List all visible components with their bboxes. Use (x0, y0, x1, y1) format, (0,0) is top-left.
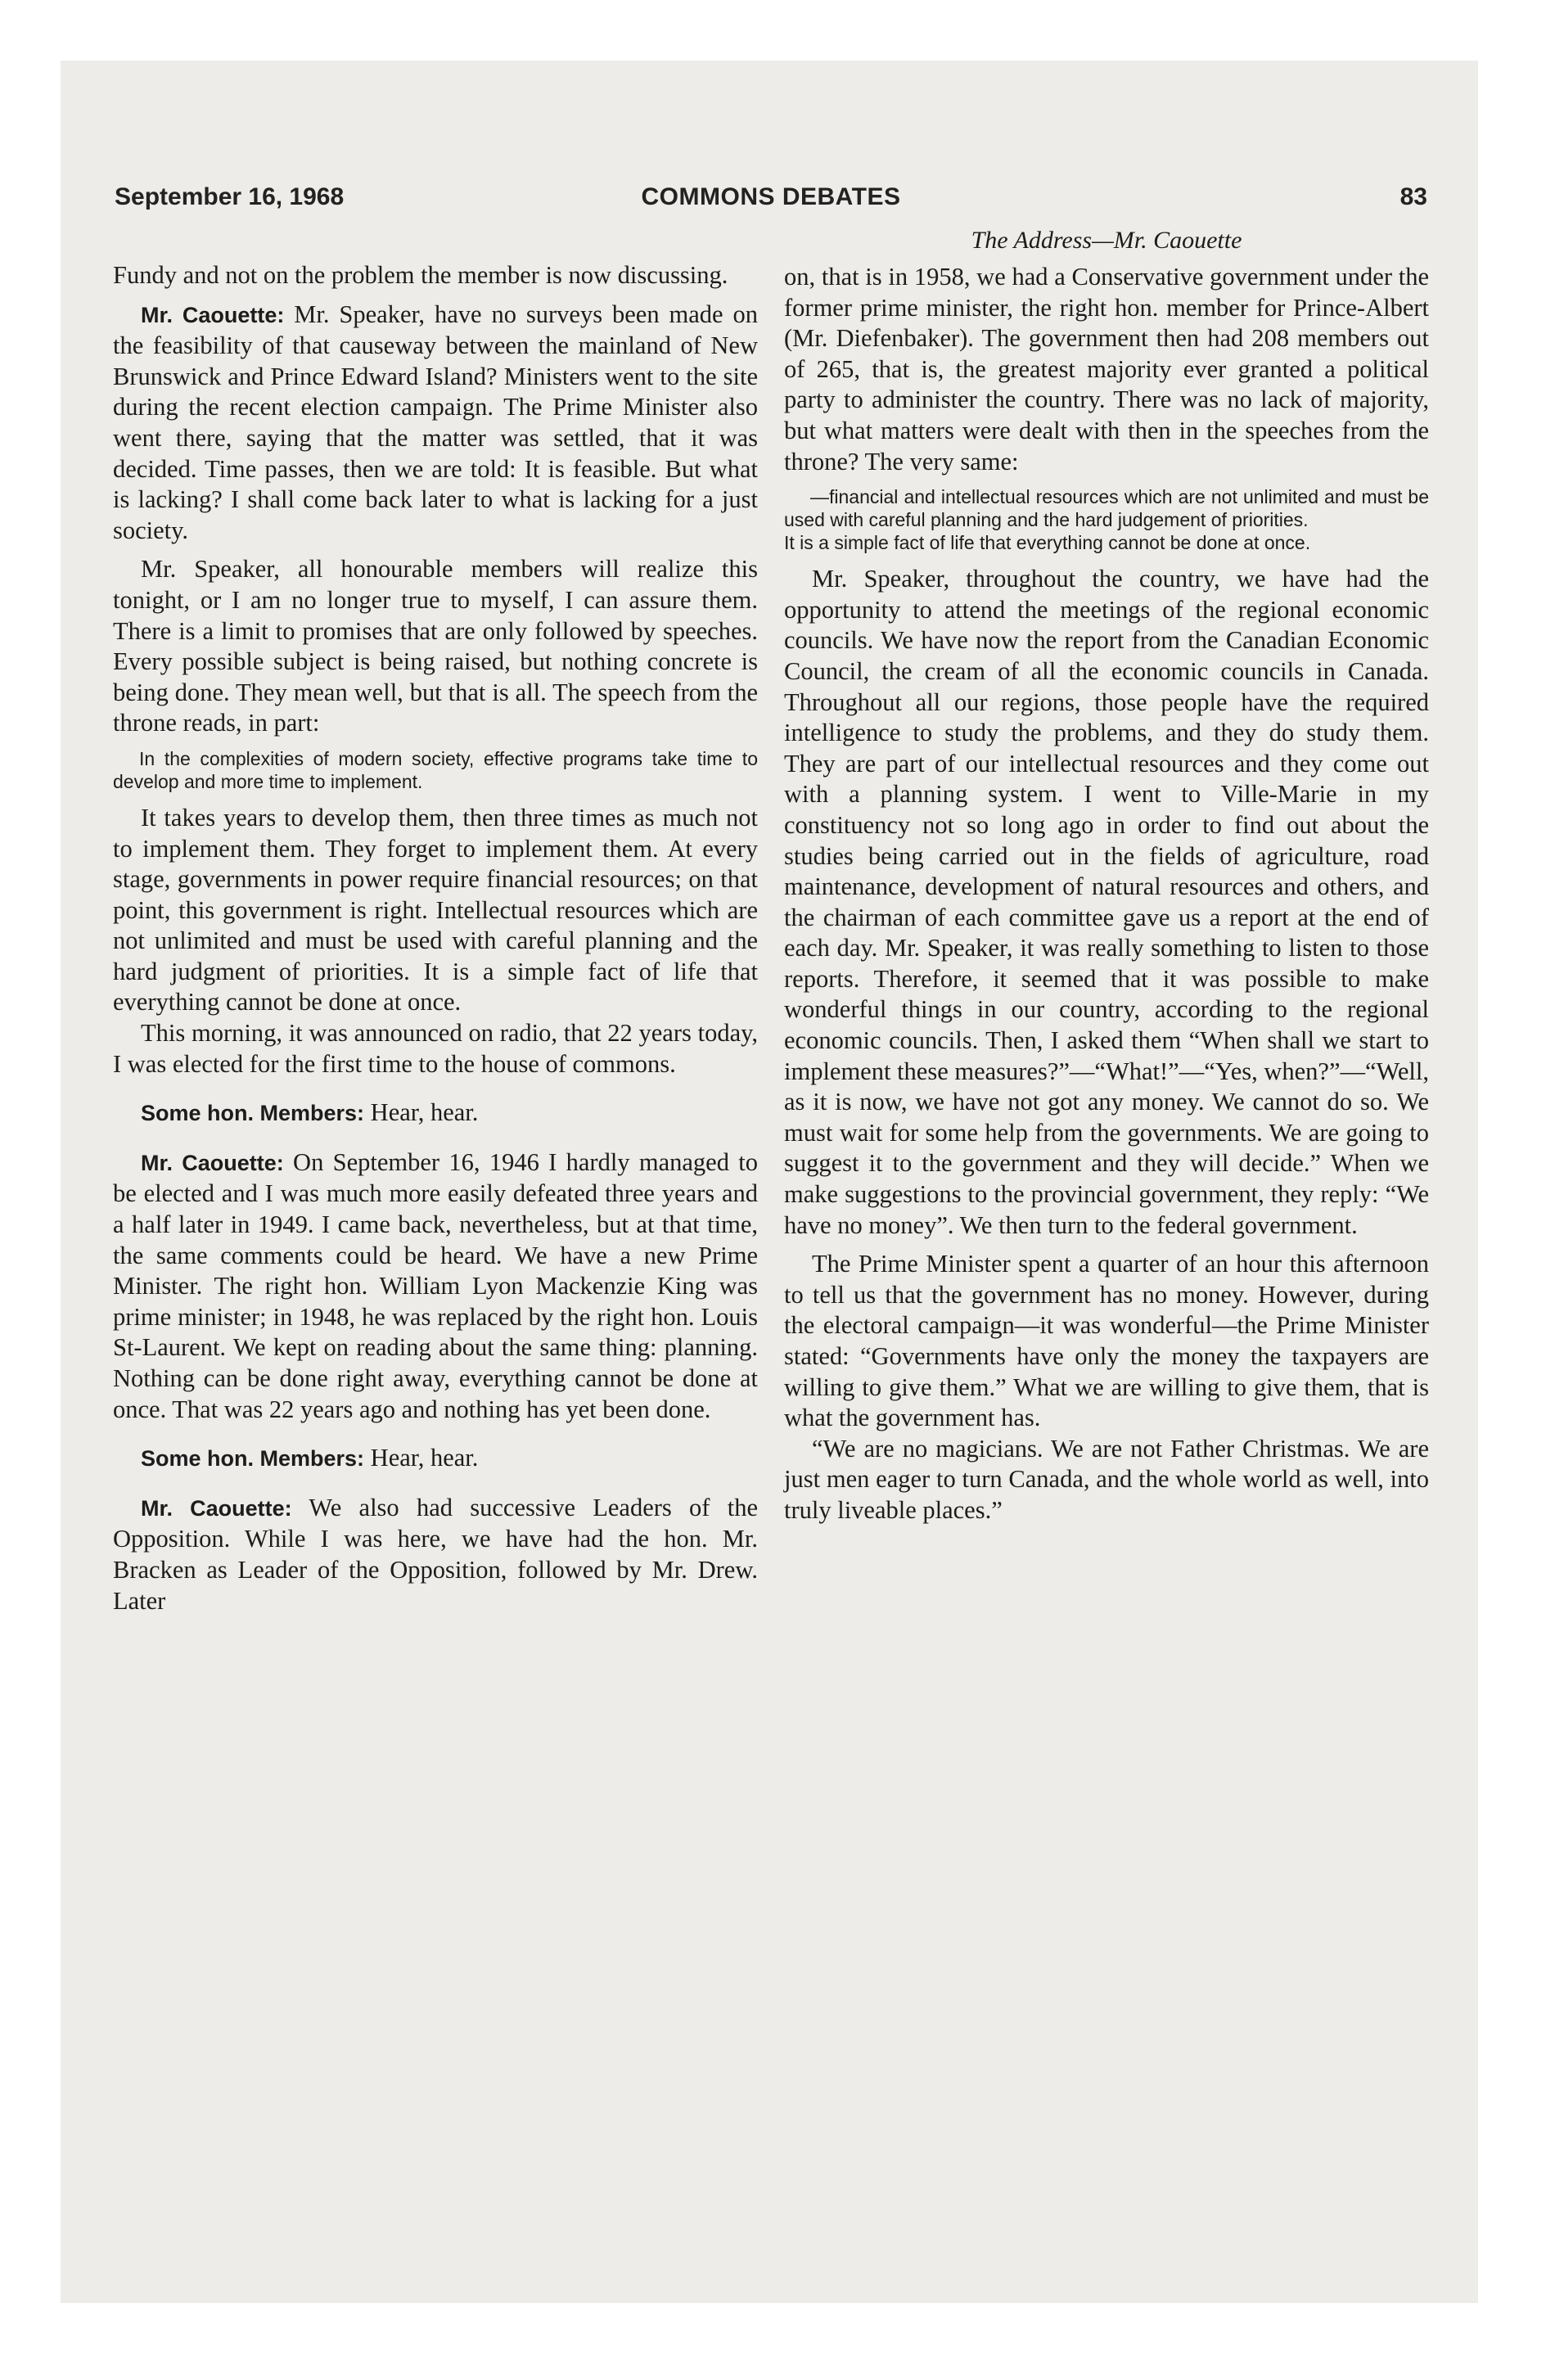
paragraph: It takes years to develop them, then three times as much not to implement them. They forget to implement them. At every stage, governments in power require financial resources; on that point, this government is right. Intellectual resources which are not unlimited and must be used with careful planning and the hard judgment of priorities. It is a simple fact of life that everything cannot be done at once. (113, 803, 758, 1016)
left-column (113, 260, 758, 1616)
running-header (115, 183, 1427, 216)
interjection (113, 1098, 758, 1129)
paragraph (113, 1147, 758, 1425)
paragraph: This morning, it was announced on radio, that 22 years today, I was elected for the first time to the house of commons. (113, 1019, 758, 1078)
speaker-name: Mr. Caouette: (141, 1495, 292, 1521)
block-quote (784, 485, 1429, 554)
paragraph (113, 1493, 758, 1616)
paragraph: The Prime Minister spent a quarter of an hour this afternoon to tell us that the government has no money. However, during the electoral campaign—it was wonderful—the Prime Minister stated: “Governments have only the money the taxpayers are willing to give them.” What we are willing to give them, that is what the government has. (784, 1250, 1429, 1432)
paragraph (113, 300, 758, 547)
paragraph: on, that is in 1958, we had a Conservative government under the former prime minister, the right hon. member for Prince-Albert (Mr. Diefenbaker). The government then had 208 members out of 265, that is, the greatest majority ever granted a political party to administer the country. There was no lack of majority, but what matters were dealt with then in the speeches from the throne? The very same: (784, 263, 1429, 476)
paragraph: Mr. Speaker, all honourable members will realize this tonight, or I am no longer true to myself, I can assure them. There is a limit to promises that are only followed by speeches. Every possible subject is being raised, but nothing concrete is being done. They mean well, but that is all. The speech from the throne reads, in part: (113, 555, 758, 737)
speaker-name: Some hon. Members: (141, 1101, 365, 1126)
speech-text: Mr. Speaker, have no surveys been made on the feasibility of that causeway between the mainland of New Brunswick and Prince Edward Island? Ministers went to the site during the recent election campaign. The Prime Minister also went there, saying that the matter was settled, that it was decided. Time passes, then we are told: It is feasible. But what is lacking? I shall come back later to what is lacking for a just society. (113, 300, 758, 544)
interjection (113, 1443, 758, 1475)
speech-text: On September 16, 1946 I hardly managed to be elected and I was much more easily defeated three years and a half later in 1949. I came back, nevertheless, but at that time, the same comments could be heard. We have a new Prime Minister. The right hon. William Lyon Mackenzie King was prime minister; in 1948, he was replaced by the right hon. Louis St-Laurent. We kept on reading about the same thing: planning. Nothing can be done right away, everything cannot be done at once. That was 22 years ago and nothing has yet been done. (113, 1147, 758, 1423)
speech-text: We also had successive Leaders of the Opposition. While I was here, we have had the hon. Mr. Bracken as Leader of the Opposition, followed by Mr. Drew. Later (113, 1493, 758, 1615)
paragraph: Fundy and not on the problem the member is now discussing. (113, 261, 728, 289)
header-page-number: 83 (1400, 183, 1427, 210)
section-subheading: The Address—Mr. Caouette (971, 227, 1242, 254)
speaker-name: Mr. Caouette: (141, 302, 285, 327)
header-publication: COMMONS DEBATES (641, 183, 901, 210)
quote-text: In the complexities of modern society, effective programs take time to develop and more time to implement. (113, 747, 758, 792)
speaker-name: Mr. Caouette: (141, 1150, 284, 1175)
quote-text: —financial and intellectual resources which are not unlimited and must be used with careful planning and the hard judgement of priorities. (784, 486, 1429, 531)
paragraph: “We are no magicians. We are not Father Christmas. We are just men eager to turn Canada, and the whole world as well, into truly liveable places.” (784, 1434, 1429, 1524)
header-date: September 16, 1968 (115, 183, 345, 210)
block-quote (113, 747, 758, 793)
speech-text: Hear, hear. (364, 1444, 479, 1472)
speech-text: Hear, hear. (364, 1098, 479, 1127)
quote-text: It is a simple fact of life that everything cannot be done at once. (784, 532, 1311, 554)
speaker-name: Some hon. Members: (141, 1446, 365, 1472)
right-column (784, 224, 1429, 1526)
paragraph: Mr. Speaker, throughout the country, we have had the opportunity to attend the meetings of the regional economic councils. We have now the report from the Canadian Economic Council, the cream of all the economic councils in Canada. Throughout all our regions, those people have the required intelligence to study the problems, and they do study them. They are part of our intellectual resources and they come out with a planning system. I went to Ville-Marie in my constituency not so long ago in order to find out about the studies being carried out in the fields of agriculture, road maintenance, development of natural resources and others, and the chairman of each committee gave us a report at the end of each day. Mr. Speaker, it was really something to listen to those reports. Therefore, it seemed that it was possible to make wonderful things in our country, according to the regional economic councils. Then, I asked them “When shall we start to implement these measures?”—“What!”—“Yes, when?”—“Well, as it is now, we have not got any money. We cannot do so. We must wait for some help from the governments. We are going to suggest it to the government and they will decide.” When we make suggestions to the provincial government, they reply: “We have no money”. We then turn to the federal government. (784, 565, 1429, 1239)
